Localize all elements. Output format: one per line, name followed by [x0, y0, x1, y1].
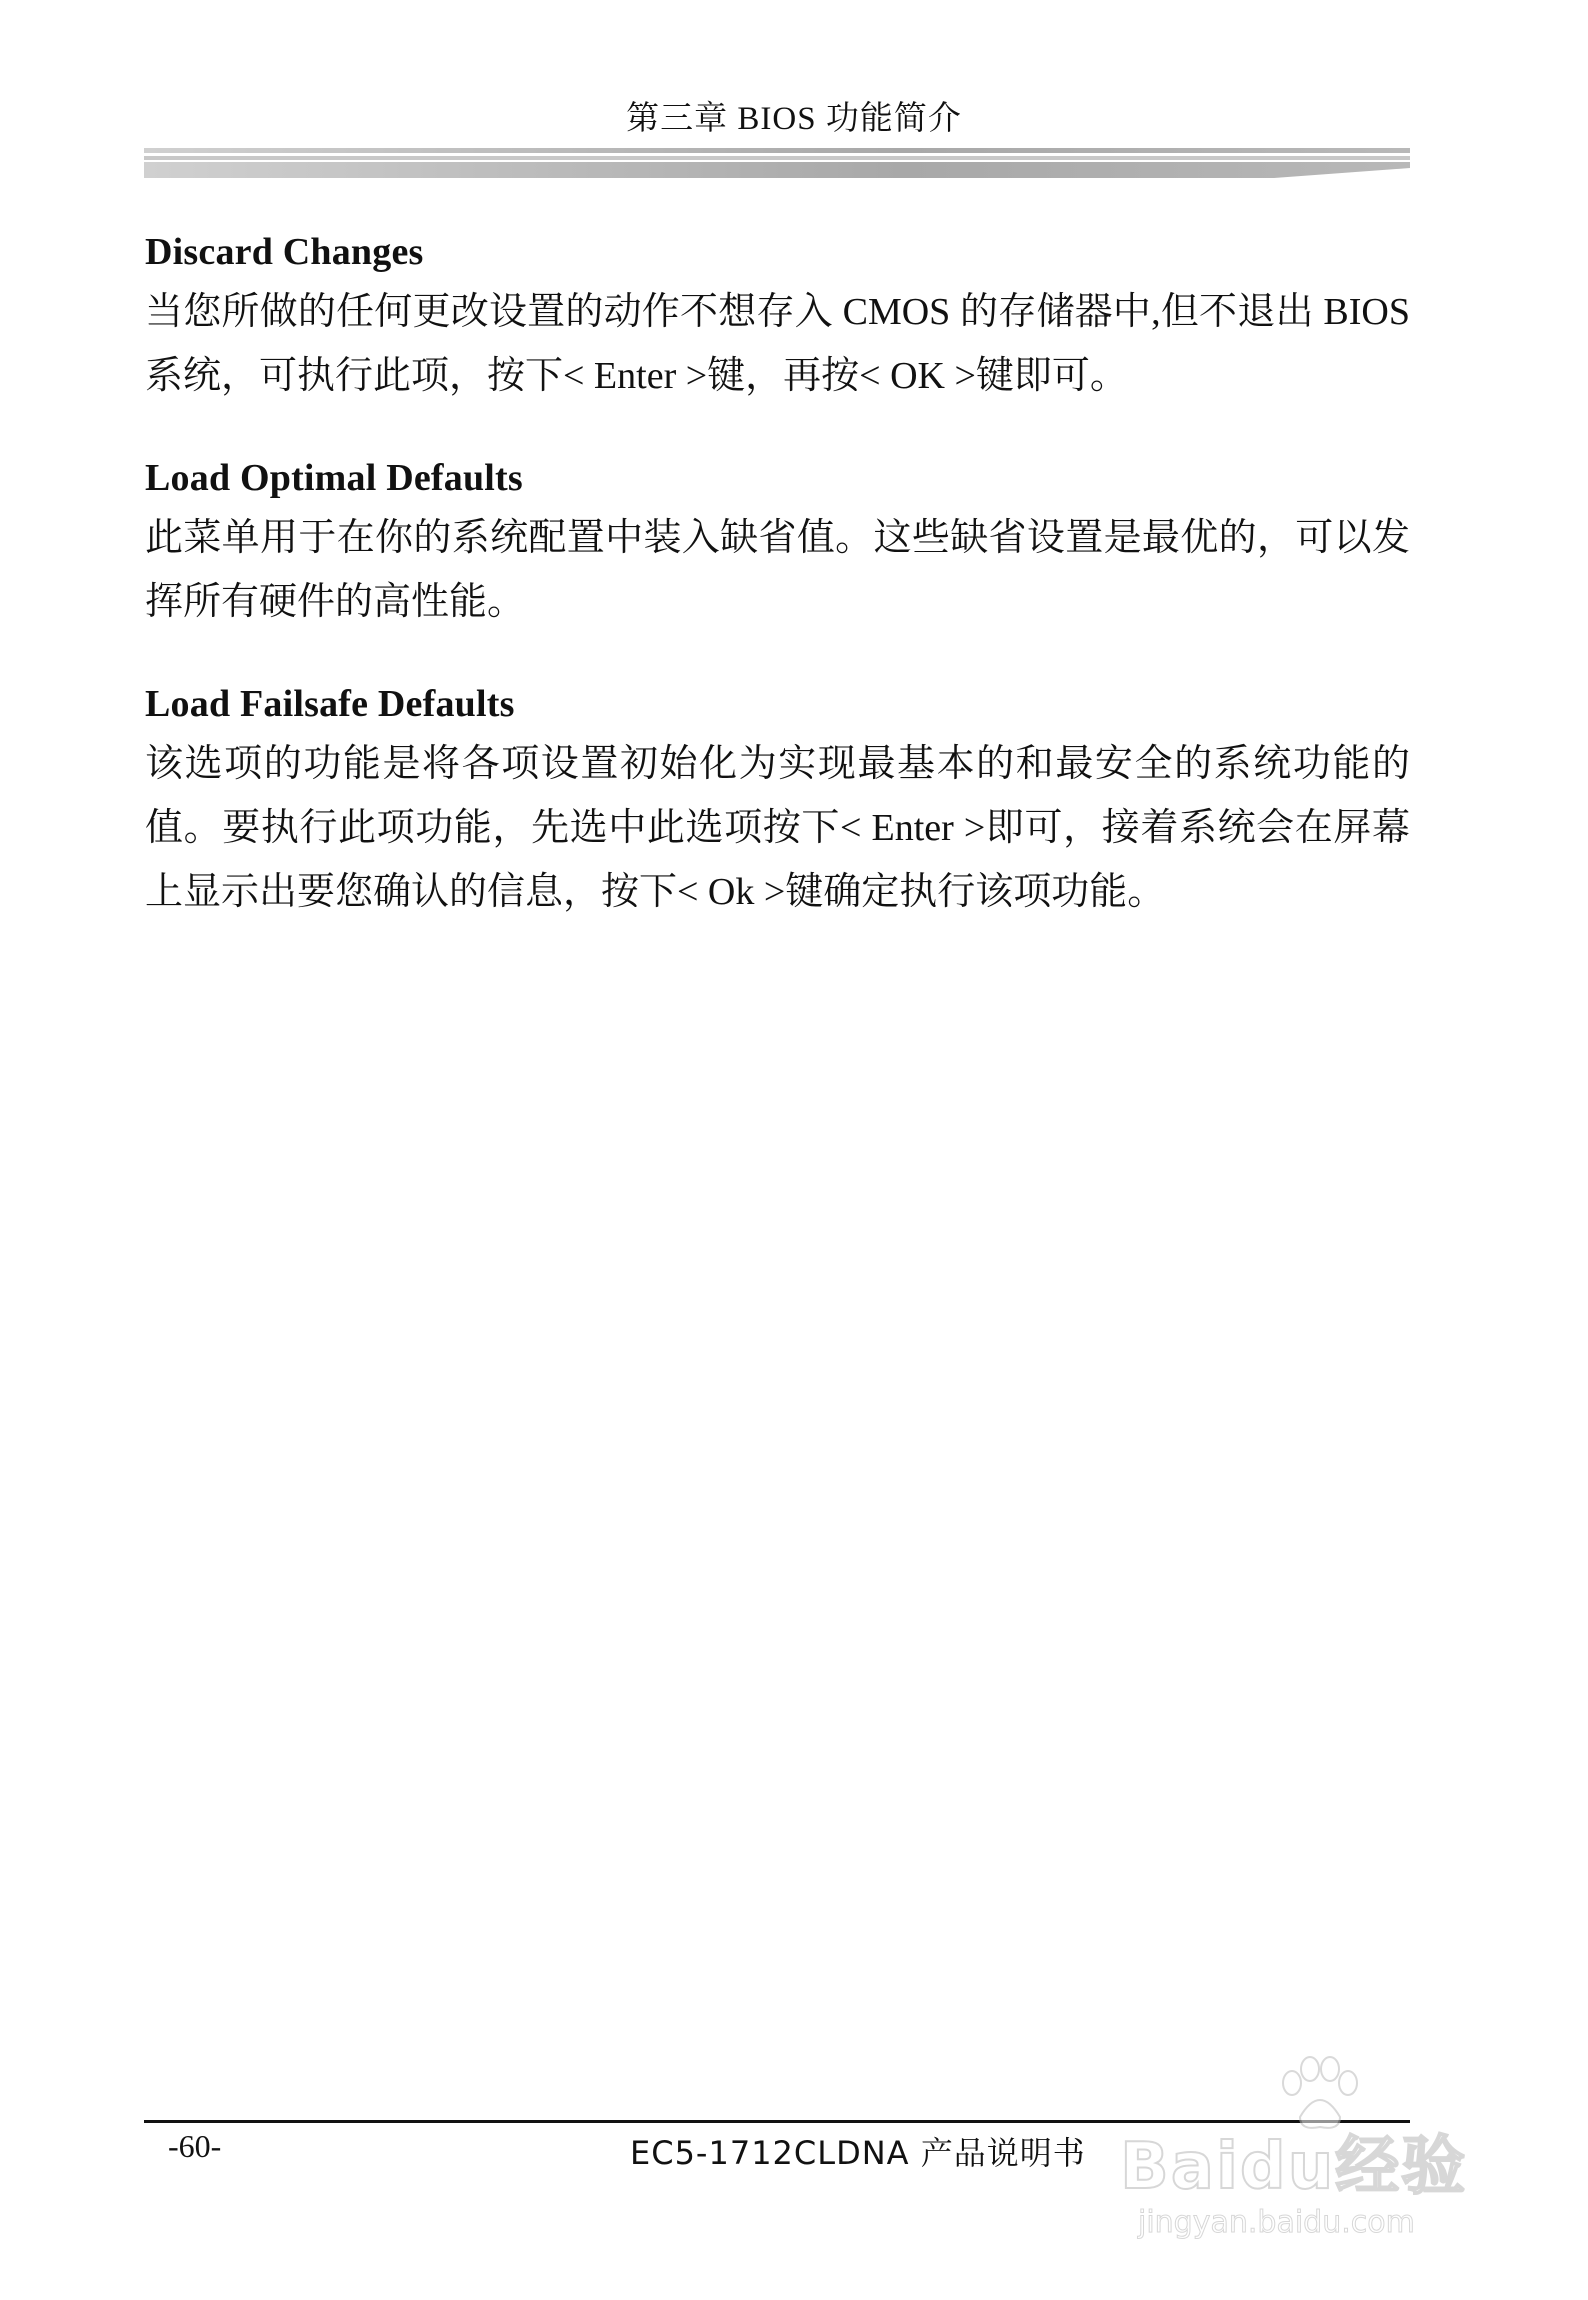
header-rule: [144, 148, 1410, 184]
watermark-word: Baidu经验: [1120, 2130, 1468, 2204]
watermark-url: jingyan.baidu.com: [1138, 2205, 1415, 2240]
page-number: -60-: [168, 2128, 222, 2164]
section-body: 此菜单用于在你的系统配置中装入缺省值。这些缺省设置是最优的，可以发挥所有硬件的高性能。: [145, 517, 1410, 623]
footer-title: EC5-1712CLDNA 产品说明书: [630, 2134, 1086, 2172]
section-load-optimal-defaults: [145, 456, 1410, 634]
baidu-watermark: [1110, 2055, 1500, 2260]
section-body: 该选项的功能是将各项设置初始化为实现最基本的和最安全的系统功能的值。要执行此项功能，先选中此选项按下< Enter >即可，接着系统会在屏幕上显示出要您确认的信息，按下< Ok >键确定执行该项功能。: [145, 743, 1410, 913]
section-heading: Load Optimal Defaults: [145, 457, 523, 499]
header-title: 第三章 BIOS 功能简介: [626, 101, 962, 137]
section-load-failsafe-defaults: [145, 682, 1410, 924]
section-heading: Discard Changes: [145, 231, 424, 273]
section-heading: Load Failsafe Defaults: [145, 683, 515, 725]
section-discard-changes: [145, 230, 1410, 408]
main-content: [145, 230, 1410, 972]
section-body: 当您所做的任何更改设置的动作不想存入 CMOS 的存储器中,但不退出 BIOS 系统，可执行此项，按下< Enter >键，再按< OK >键即可。: [145, 291, 1410, 397]
